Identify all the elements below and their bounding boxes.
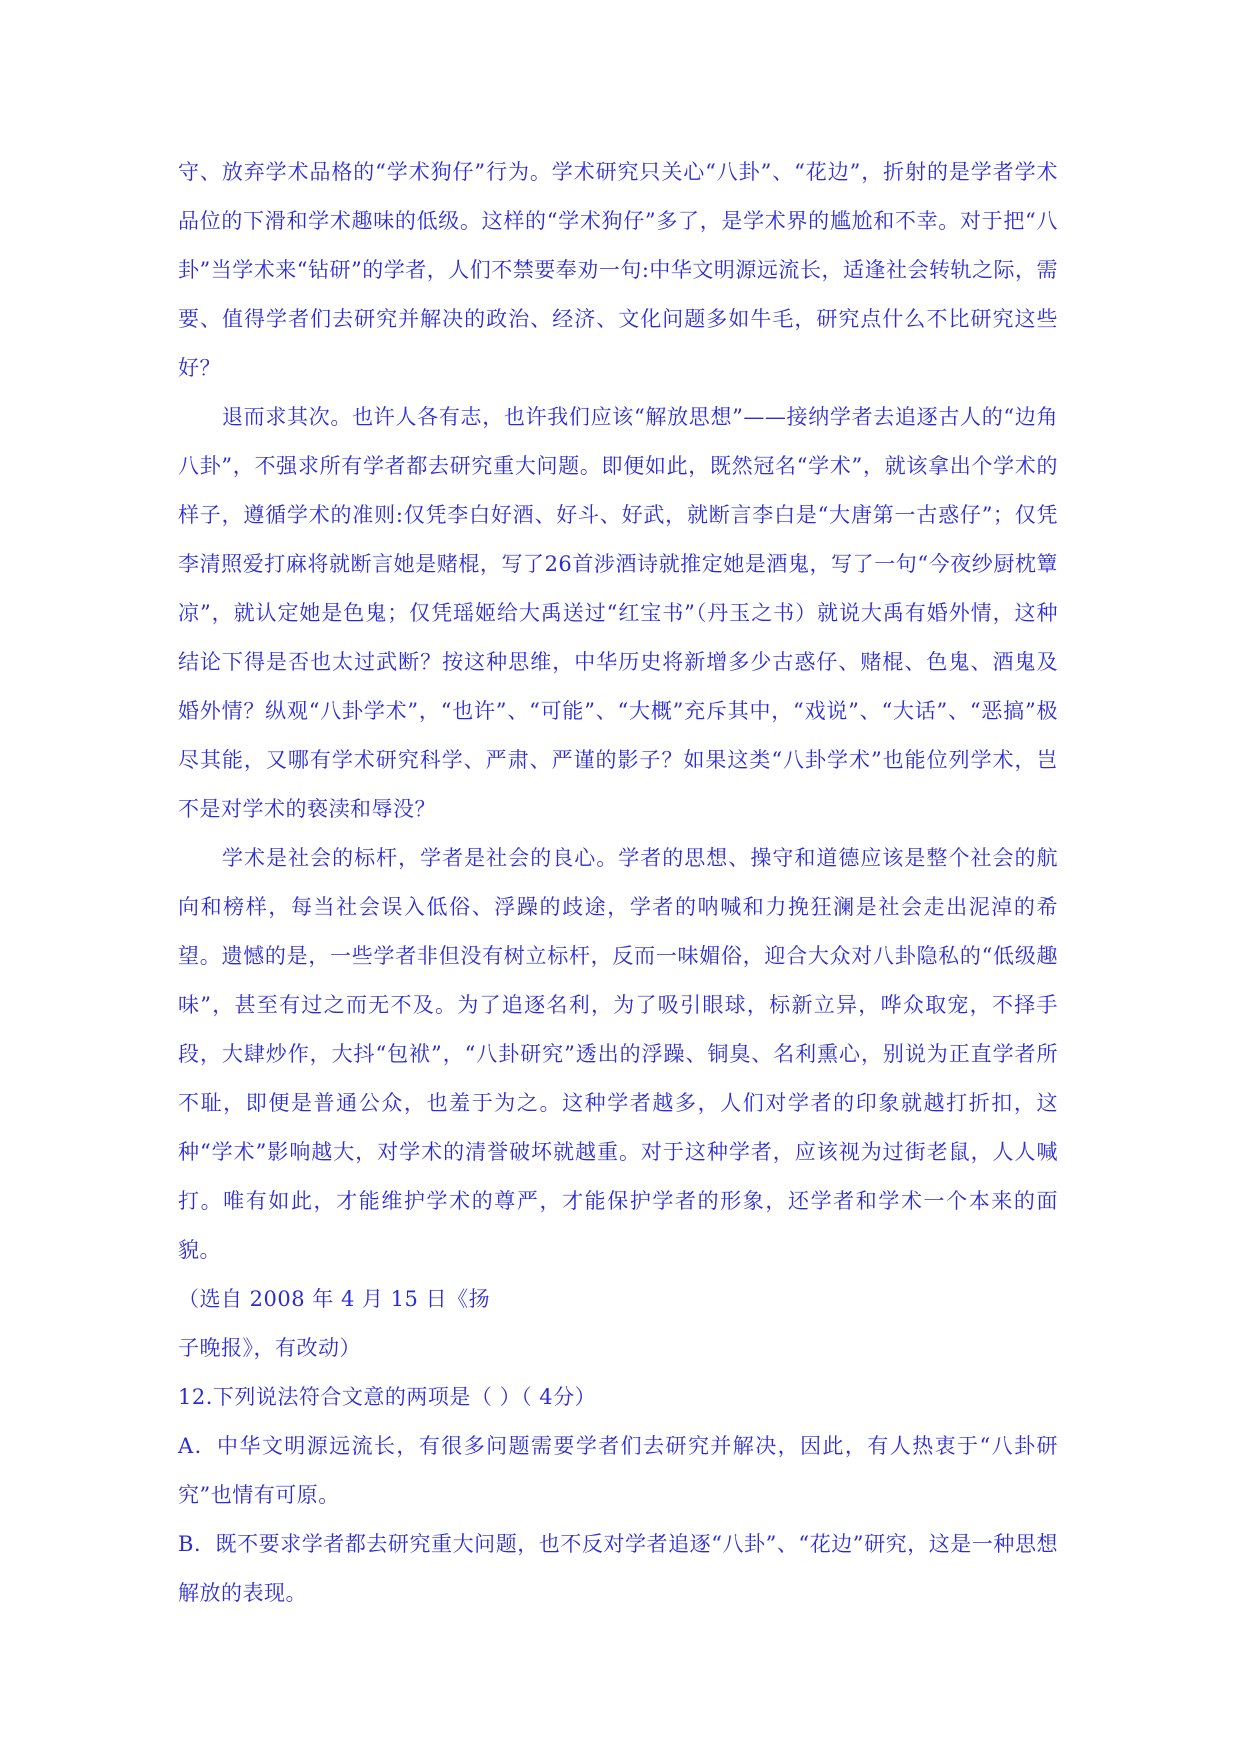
option-a: A．中华文明源远流长，有很多问题需要学者们去研究并解决，因此，有人热衷于“八卦研究”也情有可原。 (178, 1434, 1058, 1507)
source-citation-line-1: （选自 2008 年 4 月 15 日《扬 (178, 1287, 491, 1311)
option-b: B．既不要求学者都去研究重大问题，也不反对学者追逐“八卦”、“花边”研究，这是一种思想解放的表现。 (178, 1532, 1058, 1605)
article-paragraph-2: 退而求其次。也许人各有志，也许我们应该“解放思想”——接纳学者去追逐古人的“边角八卦”，不强求所有学者都去研究重大问题。即便如此，既然冠名“学术”，就该拿出个学术的样子，遵循学术的准则:仅凭李白好酒、好斗、好武，就断言李白是“大唐第一古惑仔”；仅凭李清照爱打麻将就断言她是赌棍，写了26首涉酒诗就推定她是酒鬼，写了一句“今夜纱厨枕簟凉”，就认定她是色鬼；仅凭瑶姬给大禹送过“红宝书”（丹玉之书）就说大禹有婚外情，这种结论下得是否也太过武断？按这种思维，中华历史将新增多少古惑仔、赌棍、色鬼、酒鬼及婚外情？纵观“八卦学术”，“也许”、“可能”、“大概”充斥其中，“戏说”、“大话”、“恶搞”极尽其能，又哪有学术研究科学、严肃、严谨的影子？如果这类“八卦学术”也能位列学术，岂不是对学术的亵渎和辱没？ (178, 405, 1058, 821)
article-paragraph-1: 守、放弃学术品格的“学术狗仔”行为。学术研究只关心“八卦”、“花边”，折射的是学者学术品位的下滑和学术趣味的低级。这样的“学术狗仔”多了，是学术界的尴尬和不幸。对于把“八卦”当学术来“钻研”的学者，人们不禁要奉劝一句:中华文明源远流长，适逢社会转轨之际，需要、值得学者们去研究并解决的政治、经济、文化问题多如牛毛，研究点什么不比研究这些好？ (178, 160, 1058, 380)
question-stem: 12.下列说法符合文意的两项是（ ）（ 4分） (178, 1385, 597, 1409)
document-body (178, 148, 1058, 1618)
source-citation-line-2: 子晚报》，有改动） (178, 1336, 361, 1360)
article-paragraph-3: 学术是社会的标杆，学者是社会的良心。学者的思想、操守和道德应该是整个社会的航向和榜样，每当社会误入低俗、浮躁的歧途，学者的呐喊和力挽狂澜是社会走出泥淖的希望。遗憾的是，一些学者非但没有树立标杆，反而一味媚俗，迎合大众对八卦隐私的“低级趣味”，甚至有过之而无不及。为了追逐名利，为了吸引眼球，标新立异，哗众取宠，不择手段，大肆炒作，大抖“包袱”，“八卦研究”透出的浮躁、铜臭、名利熏心，别说为正直学者所不耻，即便是普通公众，也羞于为之。这种学者越多，人们对学者的印象就越打折扣，这种“学术”影响越大，对学术的清誉破坏就越重。对于这种学者，应该视为过街老鼠，人人喊打。唯有如此，才能维护学术的尊严，才能保护学者的形象，还学者和学术一个本来的面貌。 (178, 846, 1058, 1262)
